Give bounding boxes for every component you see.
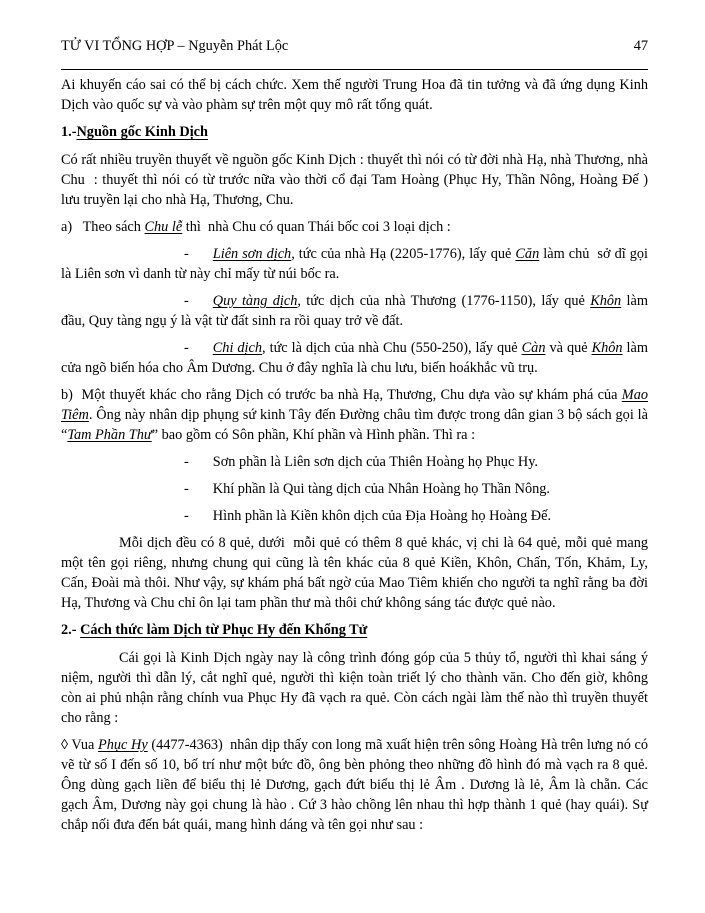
term-chu-le: Chu lễ (144, 219, 183, 235)
paragraph-text: b) Một thuyết khác cho rằng Dịch có trước ba nhà Hạ, Thương, Chu dựa vào sự khám phá của (61, 387, 622, 403)
list-item-quy-tang (61, 291, 648, 331)
term-chi-dich: Chi dịch (212, 340, 263, 356)
paragraph-text: ” bao gồm có Sôn phần, Khí phần và Hình phần. Thì ra : (151, 427, 476, 443)
paragraph-text: Mỗi dịch đều có 8 quẻ, dưới mỗi quẻ có thêm 8 quẻ khác, vị chi là 64 quẻ, mỗi quẻ mang một tên gọi riêng, nhưng chung qui cũng là tên khác của 8 quẻ Kiền, Khôn, Chấn, Tốn, Khảm, Ly, Cấn, Đoài mà thôi. Như vậy, sự khám phá bất ngờ của Mao Tiêm khiến cho người ta nghĩ rằng ba đời Hạ, Thương và Chu chỉ ôn lại tam phần thư mà thôi chứ không sáng tác được quẻ nào. (61, 535, 648, 611)
header-rule (61, 69, 648, 70)
paragraph-text: . Ông này nhân dịp phụng sứ kinh Tây đến Đường châu tìm được trong dân gian 3 bộ sách gọi là “ (61, 407, 648, 443)
list-dash: - (184, 340, 189, 356)
paragraph-section1-closing (61, 533, 648, 613)
list-item-hinh-phan (61, 506, 648, 526)
paragraph-text: làm đầu, Quy tàng ngụ ý là vật từ đất sinh ra rồi quay trở về đất. (61, 293, 648, 329)
page-header (61, 36, 648, 56)
term-khon: Khôn (590, 293, 622, 309)
paragraph-phuc-hy (61, 735, 648, 835)
section1-number: 1.- (61, 124, 77, 140)
paragraph-five-founders (61, 648, 648, 728)
term-quy-tang-dich: Quy tàng dịch (212, 293, 298, 309)
list-item-chi-dich (61, 338, 648, 378)
term-mao-tiem: Mao Tiêm (61, 387, 648, 423)
paragraph-item-a (61, 217, 648, 237)
list-item-text: Hình phần là Kiền khôn dịch của Địa Hoàng họ Hoàng Đế. (212, 508, 552, 524)
paragraph-text: , tức của nhà Hạ (2205-1776), lấy quẻ (291, 246, 516, 262)
list-dash: - (184, 293, 189, 309)
paragraph-text: Ai khuyến cáo sai có thể bị cách chức. Xem thế người Trung Hoa đã tin tưởng và đã ứng dụng Kinh Dịch vào quốc sự và vào phàm sự trên một quy mô rất tổng quát. (61, 77, 648, 113)
paragraph-origins (61, 150, 648, 210)
section2-heading (61, 620, 648, 640)
list-item-lien-son (61, 244, 648, 284)
list-dash: - (184, 246, 189, 262)
paragraph-text: Có rất nhiều truyền thuyết về nguồn gốc Kinh Dịch : thuyết thì nói có từ đời nhà Hạ, nhà Thương, nhà Chu : thuyết thì nói có từ trước nữa vào thời cổ đại Tam Hoàng (Phục Hy, Thần Nông, Hoàng Đế ) lưu truyền lại cho nhà Hạ, Thương, Chu. (61, 152, 648, 208)
term-lien-son-dich: Liên sơn dịch (212, 246, 292, 262)
paragraph-text: làm chủ sở dĩ gọi là Liên sơn vì danh từ này chỉ mấy từ núi bốc ra. (61, 246, 648, 282)
paragraph-text: Cái gọi là Kinh Dịch ngày nay là công trình đóng góp của 5 thủy tổ, người thì khai sáng ý niệm, người thì dẫn lý, cắt nghĩ quẻ, người thì kiện toàn triết lý cho thành văn. Cho đến giờ, không còn ai phủ nhận rằng chính vua Phục Hy đã vạch ra quẻ. Còn cách ngài làm thế nào thì truyền thuyết cho rằng : (61, 650, 648, 726)
paragraph-text: làm cửa ngõ biến hóa cho Âm Dương. Chu ở đây nghĩa là chu lưu, biến hoákhắc vũ trụ. (61, 340, 648, 376)
paragraph-intro (61, 75, 648, 115)
paragraph-text: a) Theo sách (61, 219, 145, 235)
section1-title: Nguồn gốc Kinh Dịch (76, 124, 208, 140)
section2-number: 2.- (61, 622, 81, 638)
book-title: TỬ VI TỔNG HỢP – Nguyễn Phát Lộc (61, 38, 289, 54)
list-dash: - (184, 481, 189, 497)
paragraph-text: , tức dịch của nhà Thương (1776-1150), lấy quẻ (297, 293, 591, 309)
paragraph-text: (4477-4363) nhân dịp thấy con long mã xuất hiện trên sông Hoàng Hà trên lưng nó có vẽ từ số I đến số 10, bố trí như một bức đồ, ông bèn phỏng theo những đồ hình đó mà vạch ra 8 quẻ. Ông dùng gạch liền để biểu thị lẻ Dương, gạch đứt biểu thị lẻ Âm . Dương là lẻ, Âm là chẵn. Các gạch Âm, Dương này gọi chung là hào . Cứ 3 hào chồng lên nhau thì hợp thành 1 quẻ (hay quái). Sự chắp nối đưa đến bát quái, mang hình dáng và tên gọi như sau : (61, 737, 649, 833)
term-can: Căn (515, 246, 540, 262)
paragraph-text: thì nhà Chu có quan Thái bốc coi 3 loại dịch : (182, 219, 451, 235)
term-can-2: Càn (521, 340, 546, 356)
lozenge-marker: ◊ Vua (61, 737, 99, 753)
list-item-khi-phan (61, 479, 648, 499)
term-phuc-hy: Phục Hy (98, 737, 148, 753)
paragraph-text: và quẻ (545, 340, 592, 356)
term-khon-2: Khôn (591, 340, 623, 356)
list-item-text: Sơn phần là Liên sơn dịch của Thiên Hoàng họ Phục Hy. (212, 454, 538, 470)
section1-heading (61, 122, 648, 142)
term-tam-phan-thu: Tam Phần Thư (67, 427, 152, 443)
list-dash: - (184, 454, 189, 470)
section2-title: Cách thức làm Dịch từ Phục Hy đến Khổng Tử (80, 622, 368, 638)
list-item-son-phan (61, 452, 648, 472)
paragraph-text: , tức là dịch của nhà Chu (550-250), lấy quẻ (262, 340, 522, 356)
list-dash: - (184, 508, 189, 524)
page-number: 47 (633, 38, 648, 54)
list-item-text: Khí phần là Qui tàng dịch của Nhân Hoàng họ Thần Nông. (212, 481, 550, 497)
paragraph-item-b (61, 385, 648, 445)
